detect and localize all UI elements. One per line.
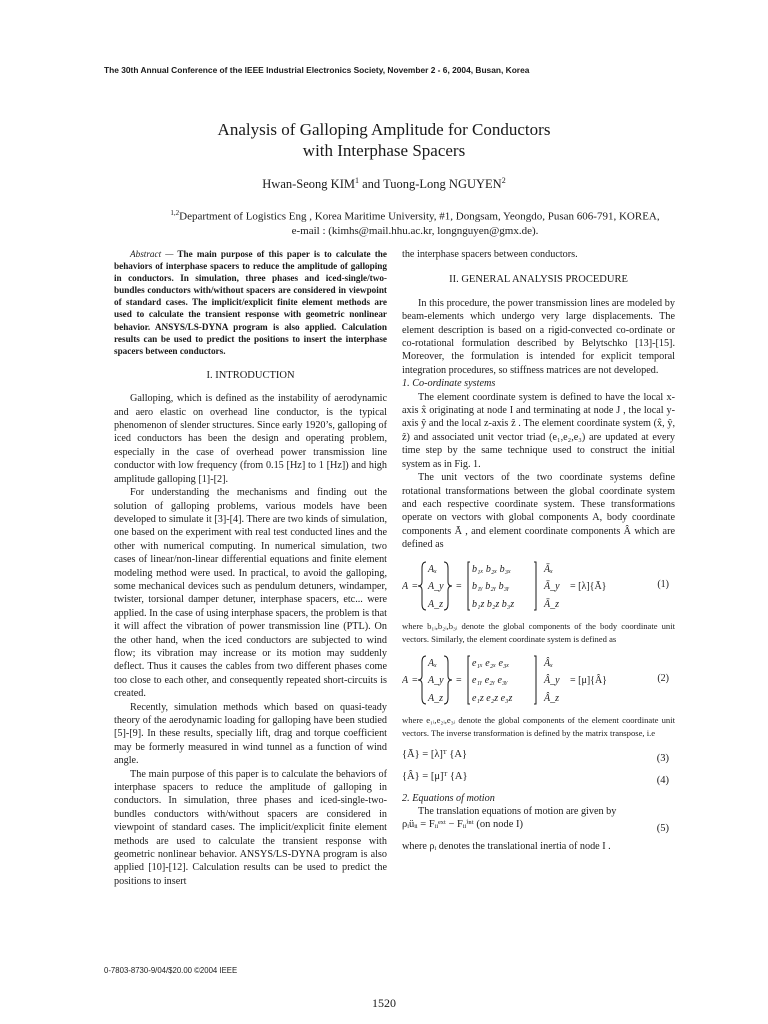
svg-text:Ā_y: Ā_y bbox=[544, 580, 560, 592]
svg-text:Âₓ: Âₓ bbox=[544, 657, 553, 669]
svg-text:e₁ₓ e₂ₓ e₃ₓ: e₁ₓ e₂ₓ e₃ₓ bbox=[472, 657, 510, 669]
subsection-equations-of-motion: 2. Equations of motion bbox=[402, 792, 495, 804]
equation-1-explanation: where b₁ᵢ,b₂ᵢ,b₃ᵢ denote the global components of the body coordinate unit vectors. Similarly, the element coordinate system is defined as bbox=[402, 620, 675, 644]
coord-paragraph-1: The element coordinate system is defined to have the local x-axis x̂ originating at node I and terminating at node J , the local y-axis ŷ and the local z-axis ẑ . The element coordinate system (x̂, ŷ, ẑ) and associated unit vector triad (e₁,e₂,e₃) are updated at every time step by the same technique used to construct the initial system as in Fig. 1. bbox=[402, 391, 675, 470]
svg-text:Â_z: Â_z bbox=[544, 692, 559, 704]
motion-paragraph: The translation equations of motion are given by bbox=[418, 805, 617, 817]
intro-paragraph-2: For understanding the mechanisms and finding out the solution of galloping problems, various models have been developed to simulate it [3]-[4]. There are two kinds of simulation, one based on the experiment with real test conducted lines and the other with numerical computing. In numerical simulation, two cases of linear/non-linear differential equations and finite element modeling method were used. In practical, to avoid the galloping, some mechanical devices such as pendulum detuners, windamper, twister, torsional damper detuner, interphase spacers, etc... were applied. In the case of using interphase spacers, the problem is that it will affect the vibration of power transmission line (PTL). On the other hand, when the iced conductors are subjected to wind flow; its vibration may increase or its motion may suddenly deflect. Thus it causes the cables from two different phases come too close to each other, and consequently repeated short-circuits is created. bbox=[114, 487, 387, 700]
equation-2 bbox=[402, 652, 675, 708]
svg-text:A_y: A_y bbox=[428, 580, 444, 592]
equation-3-number: (3) bbox=[656, 752, 669, 764]
equation-5-explanation: where ρᵢ denotes the translational inertia of node I . bbox=[402, 841, 611, 853]
equation-2-number: (2) bbox=[657, 672, 669, 684]
conference-header: The 30th Annual Conference of the IEEE Industrial Electronics Society, November 2 - 6, 2004, Busan, Korea bbox=[104, 65, 530, 75]
author1-sup: 1 bbox=[354, 176, 359, 185]
svg-text:A_z: A_z bbox=[428, 598, 443, 610]
svg-text:=: = bbox=[456, 674, 462, 686]
svg-text:=: = bbox=[456, 580, 462, 592]
svg-text:Â_y: Â_y bbox=[544, 674, 560, 686]
equation-1-matrix bbox=[402, 558, 642, 614]
equation-1-number: (1) bbox=[657, 578, 669, 590]
equation-2-matrix bbox=[402, 652, 642, 708]
svg-text:A: A bbox=[402, 580, 409, 592]
affil-line2: e-mail : (kimhs@mail.hhu.ac.kr, longnguyen@gmx.de). bbox=[291, 224, 539, 237]
author-and: and bbox=[358, 177, 384, 192]
section-introduction-heading: I. INTRODUCTION bbox=[206, 369, 295, 381]
intro-paragraph-4: The main purpose of this paper is to calculate the behaviors of interphase spacers to reduce the amplitude of galloping in conductors. In simulation, three phases and iced-single-two-bundles conductors with/without spacers are considered in viewpoint of standard cases. The implicit/explicit finite element methods are used to calculate the transient response with geometric nonlinear behavior. ANSYS/LS-DYNA program is also applied [10]-[12]. Calculation results can be used to predict the positions to insert bbox=[114, 768, 387, 887]
svg-text:b₁ₓ b₂ₓ b₃ₓ: b₁ₓ b₂ₓ b₃ₓ bbox=[472, 563, 511, 575]
subsection-coordinate-systems: 1. Co-ordinate systems bbox=[402, 378, 496, 390]
copyright-footer: 0-7803-8730-9/04/$20.00 ©2004 IEEE bbox=[104, 966, 238, 975]
abstract bbox=[114, 248, 387, 357]
svg-text:Āₓ: Āₓ bbox=[544, 563, 553, 575]
svg-text:= [μ]{Â}: = [μ]{Â} bbox=[570, 674, 607, 686]
equation-2-explanation: where e₁ᵢ,e₂ᵢ,e₃ᵢ denote the global components of the element coordinate unit vectors. The inverse transformation is defined by the matrix transpose, i.e bbox=[402, 714, 675, 738]
paper-title-line2: with Interphase Spacers bbox=[302, 141, 466, 160]
svg-text:A_y: A_y bbox=[428, 674, 444, 686]
equation-5-body: ρᵢüᵢᵢ = Fᵢᵢᵉˣᵗ − Fᵢᵢⁱⁿᵗ (on node I) bbox=[402, 819, 523, 831]
svg-text:b₁ᵧ b₂ᵧ b₃ᵧ: b₁ᵧ b₂ᵧ b₃ᵧ bbox=[472, 580, 510, 592]
svg-text:= [λ]{Ā}: = [λ]{Ā} bbox=[570, 580, 607, 592]
equation-5 bbox=[402, 818, 675, 840]
left-column bbox=[114, 248, 387, 888]
equation-3-body: {Ā} = [λ]ᵀ {A} bbox=[402, 748, 468, 760]
intro-paragraph-1: Galloping, which is defined as the instability of aerodynamic and aero elastic on overhead line conductor, is the typical phenomenon of slender structures. Since early 1920’s, galloping of iced conductors has been the design and operating problem, especially in the case of overhead power transmission line conductor with low frequency (from 0.15 [Hz] to 1 [Hz]) and high amplitude galloping [1]-[2]. bbox=[114, 393, 387, 485]
equation-3 bbox=[402, 748, 675, 770]
svg-text:Ā_z: Ā_z bbox=[544, 598, 559, 610]
affil-sup: 1,2 bbox=[170, 209, 180, 217]
svg-text:=: = bbox=[412, 674, 418, 686]
equation-4-number: (4) bbox=[656, 774, 669, 786]
page-number: 1520 bbox=[372, 996, 396, 1010]
svg-text:e₁ᵧ e₂ᵧ e₃ᵧ: e₁ᵧ e₂ᵧ e₃ᵧ bbox=[472, 674, 508, 686]
abstract-label: Abstract — bbox=[130, 249, 174, 259]
svg-text:A: A bbox=[402, 674, 409, 686]
affiliation bbox=[150, 206, 680, 238]
authors bbox=[0, 176, 768, 192]
affil-line1: Department of Logistics Eng , Korea Maritime University, #1, Dongsam, Yeongdo, Pusan 606-791, KOREA, bbox=[179, 210, 660, 223]
section-procedure-heading: II. GENERAL ANALYSIS PROCEDURE bbox=[449, 274, 628, 286]
author2: Tuong-Long NGUYEN bbox=[383, 177, 502, 192]
svg-text:Aₓ: Aₓ bbox=[428, 563, 437, 575]
equation-4 bbox=[402, 770, 675, 792]
svg-text:b₁z b₂z b₃z: b₁z b₂z b₃z bbox=[472, 598, 515, 610]
author2-sup: 2 bbox=[501, 176, 506, 185]
right-column bbox=[402, 248, 675, 854]
intro-paragraph-3: Recently, simulation methods which based on quasi-teady theory of the aerodynamic loading for galloping have been studied [5]-[9]. In these results, specially lift, drag and torque coefficient may be formerly measured in wind tunnel as a function of wind angle. bbox=[114, 701, 387, 767]
abstract-text: The main purpose of this paper is to calculate the behaviors of interphase spacers to reduce the amplitude of galloping in conductors. In simulation, three phases and iced-single/two-bundles conductors with/without spacers are considered in viewpoint of standard cases. The implicit/explicit finite element methods are used to calculate the transient response with geometric nonlinear behavior. ANSYS/LS-DYNA program is also applied. Calculation results can be used to predict the positions to insert the interphase spacers between conductors. bbox=[114, 249, 387, 356]
author1: Hwan-Seong KIM bbox=[262, 177, 355, 192]
svg-text:Aₓ: Aₓ bbox=[428, 657, 437, 669]
svg-text:e₁z e₂z e₃z: e₁z e₂z e₃z bbox=[472, 692, 513, 704]
svg-text:=: = bbox=[412, 580, 418, 592]
procedure-paragraph-1: In this procedure, the power transmission lines are modeled by beam-elements which undergo very large displacements. The element description is based on a rigid-convected co-ordinate or co-rotational formulation described by Belytschko [13]-[15]. Moreover, the formulation is intended for explicit temporal integration procedures, so stiffness matrices are not developed. bbox=[402, 297, 675, 376]
coord-paragraph-2: The unit vectors of the two coordinate systems define rotational transformations between the global coordinate system and each respective coordinate system. These transformations operate on vectors with global components A, body coordinate components Ā , and element coordinate components Â which are defined as bbox=[402, 472, 675, 551]
equation-1 bbox=[402, 558, 675, 614]
svg-text:A_z: A_z bbox=[428, 692, 443, 704]
right-continuation: the interphase spacers between conductors. bbox=[402, 249, 578, 260]
paper-title-line1: Analysis of Galloping Amplitude for Conductors bbox=[217, 120, 551, 139]
equation-5-number: (5) bbox=[656, 823, 669, 835]
equation-4-body: {Â} = [μ]ᵀ {A} bbox=[402, 770, 468, 782]
